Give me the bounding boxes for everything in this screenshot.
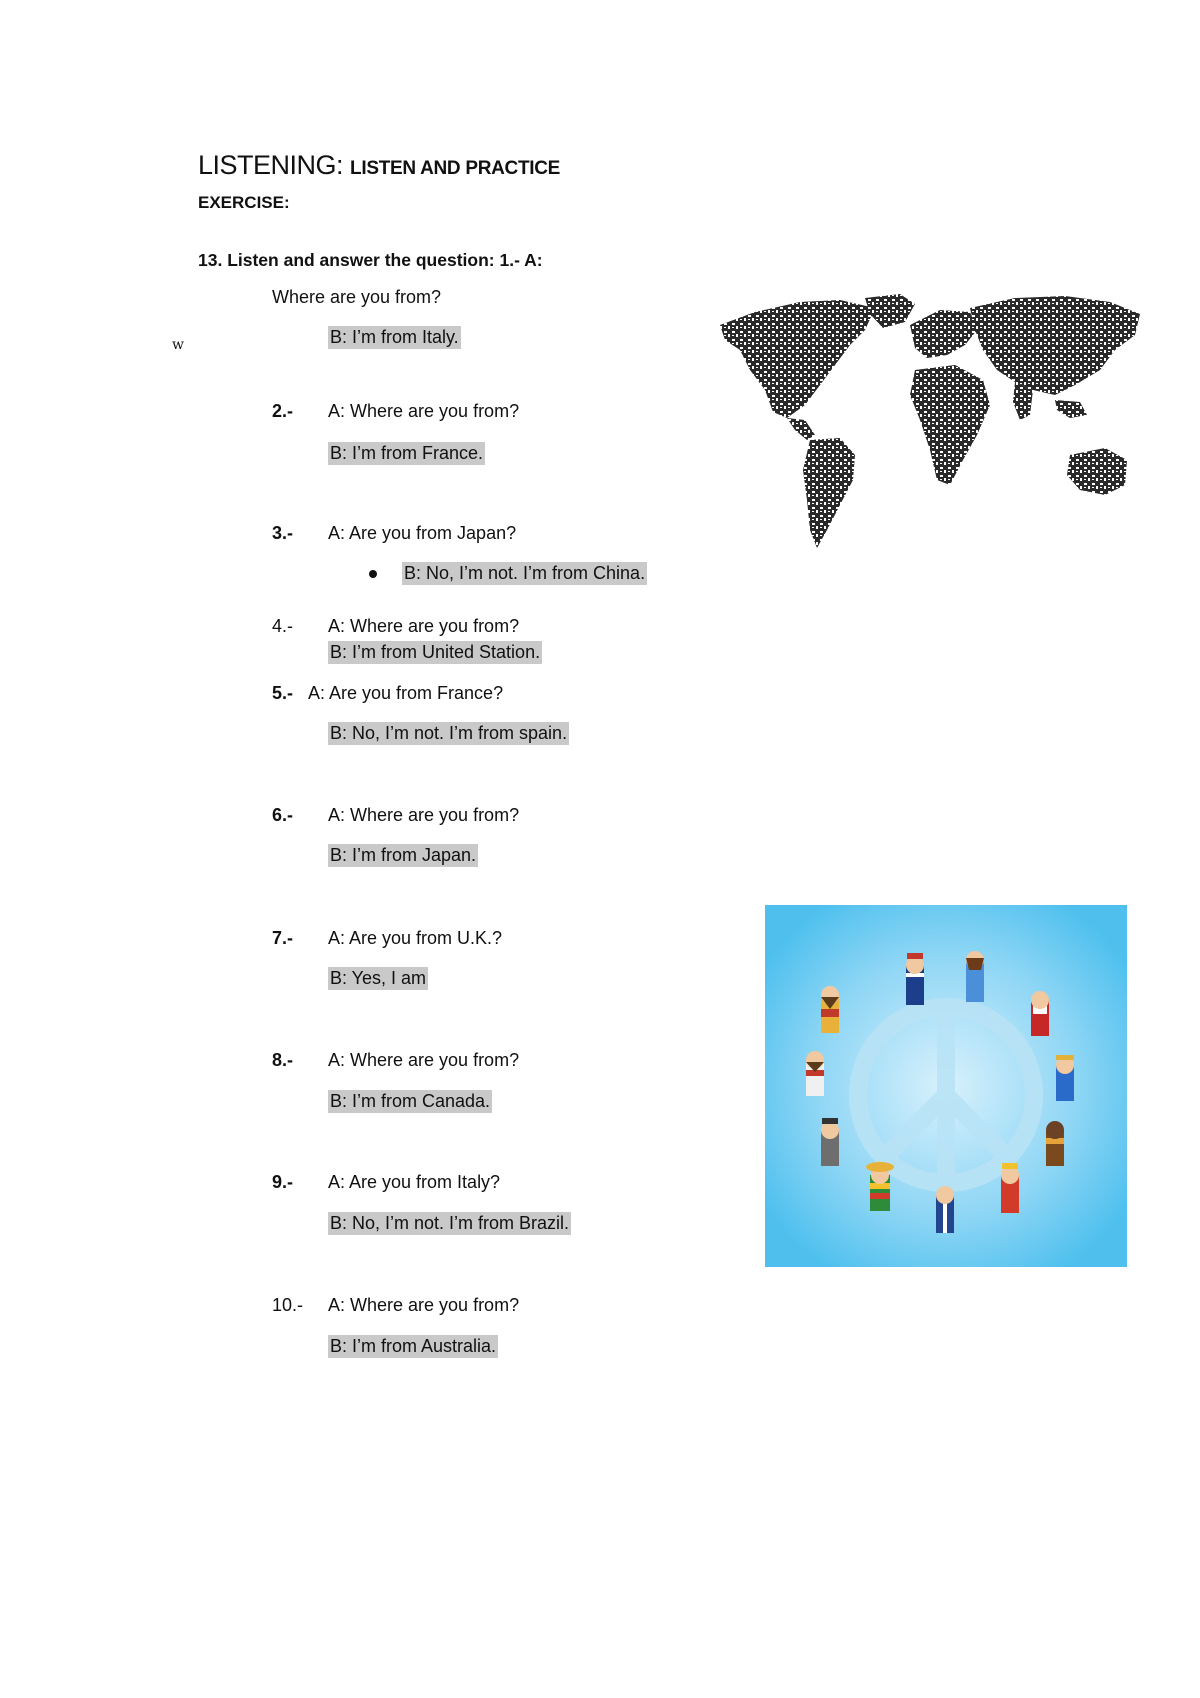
bullet-point xyxy=(369,570,377,578)
dialogue-5-number: 5.- xyxy=(272,683,294,703)
dialogue-5-question: A: Are you from France? xyxy=(308,683,504,703)
dialogue-5-answer: B: No, I’m not. I’m from spain. xyxy=(330,723,568,743)
dialogue-4-number: 4.- xyxy=(272,616,294,636)
dialogue-9-answer: B: No, I’m not. I’m from Brazil. xyxy=(330,1213,570,1233)
dialogue-4-question: A: Where are you from? xyxy=(328,616,520,636)
dialogue-3-question: A: Are you from Japan? xyxy=(328,523,517,543)
dialogue-3-number: 3.- xyxy=(272,523,294,543)
dialogue-4-answer: B: I’m from United Station. xyxy=(330,642,541,662)
instruction-first-number: 1.- A: xyxy=(499,250,543,270)
title-main: LISTENING: xyxy=(198,150,344,180)
dialogue-8-number: 8.- xyxy=(272,1050,294,1070)
exercise-label: EXERCISE: xyxy=(198,193,290,212)
dialogue-8-question: A: Where are you from? xyxy=(328,1050,520,1070)
dialogue-10-answer: B: I’m from Australia. xyxy=(330,1336,497,1356)
dialogue-9-question: A: Are you from Italy? xyxy=(328,1172,501,1192)
people-peace-circle-icon xyxy=(765,905,1127,1267)
dialogue-8-answer: B: I’m from Canada. xyxy=(330,1091,491,1111)
dialogue-7-question: A: Are you from U.K.? xyxy=(328,928,503,948)
dialogue-3-answer: B: No, I’m not. I’m from China. xyxy=(404,563,646,583)
dialogue-6-question: A: Where are you from? xyxy=(328,805,520,825)
stray-mark: w xyxy=(172,337,184,353)
dialogue-1-question: Where are you from? xyxy=(272,287,442,307)
dialogue-10-number: 10.- xyxy=(272,1295,304,1315)
world-map-icon xyxy=(715,290,1160,570)
dialogue-2-number: 2.- xyxy=(272,401,294,421)
dialogue-1-answer: B: I’m from Italy. xyxy=(330,327,459,347)
title-sub: LISTEN AND PRACTICE xyxy=(350,158,561,179)
dialogue-9-number: 9.- xyxy=(272,1172,294,1192)
dialogue-2-question: A: Where are you from? xyxy=(328,401,520,421)
instruction-text: 13. Listen and answer the question: xyxy=(198,250,495,270)
dialogue-7-answer: B: Yes, I am xyxy=(330,968,427,988)
dialogue-7-number: 7.- xyxy=(272,928,294,948)
dialogue-2-answer: B: I’m from France. xyxy=(330,443,484,463)
dialogue-6-number: 6.- xyxy=(272,805,294,825)
page-title xyxy=(198,150,560,181)
instruction xyxy=(198,250,543,271)
dialogue-6-answer: B: I’m from Japan. xyxy=(330,845,477,865)
dialogue-10-question: A: Where are you from? xyxy=(328,1295,520,1315)
